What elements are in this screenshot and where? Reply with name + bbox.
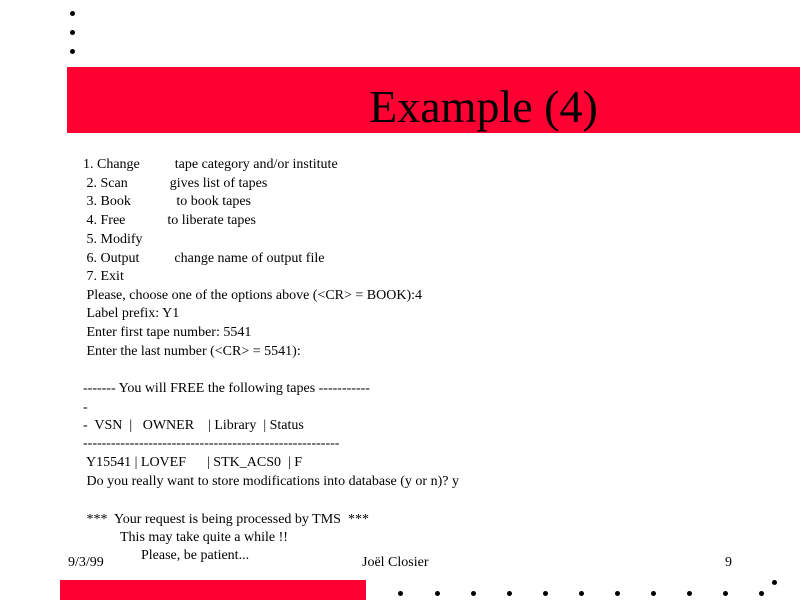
body-line: Label prefix: Y1 [83, 306, 180, 321]
body-line: 5. Modify [83, 232, 143, 247]
decorative-dot [579, 591, 584, 596]
decorative-dot [471, 591, 476, 596]
body-line: 3. Book to book tapes [83, 194, 251, 209]
body-line: 4. Free to liberate tapes [83, 213, 257, 228]
body-line: 2. Scan gives list of tapes [83, 176, 268, 191]
table-line: Do you really want to store modifications into database (y or n)? y [83, 474, 459, 489]
body-line: Please, choose one of the options above (<CR> = BOOK):4 [83, 288, 423, 303]
bottom-accent-bar [60, 580, 366, 600]
body-line: 1. Change tape category and/or institute [83, 157, 338, 172]
table-line: Y15541 | LOVEF | STK_ACS0 | F [83, 455, 303, 470]
decorative-dot [70, 49, 75, 54]
decorative-dot [543, 591, 548, 596]
decorative-dot [723, 591, 728, 596]
decorative-dot [615, 591, 620, 596]
processing-line: Please, be patient... [141, 548, 250, 563]
decorative-dot [687, 591, 692, 596]
title-bar [67, 67, 800, 133]
body-line: 7. Exit [83, 269, 124, 284]
decorative-dot [651, 591, 656, 596]
table-line: - [83, 400, 88, 415]
decorative-dot [70, 11, 75, 16]
processing-line: This may take quite a while !! [120, 530, 288, 545]
decorative-dot [507, 591, 512, 596]
decorative-dot [772, 580, 777, 585]
table-line: - VSN | OWNER | Library | Status [83, 418, 304, 433]
footer-author: Joël Closier [362, 555, 429, 570]
slide-title: Example (4) [369, 81, 598, 132]
body-line: Enter first tape number: 5541 [83, 325, 252, 340]
decorative-dot [398, 591, 403, 596]
footer-date: 9/3/99 [68, 555, 104, 570]
decorative-dot [759, 591, 764, 596]
table-line: ------------------------------------------------------- [83, 436, 340, 451]
body-line: Enter the last number (<CR> = 5541): [83, 344, 301, 359]
table-line: ------- You will FREE the following tapes ----------- [83, 381, 370, 396]
body-line: 6. Output change name of output file [83, 251, 325, 266]
footer-page-number: 9 [725, 555, 732, 570]
decorative-dot [435, 591, 440, 596]
processing-line: *** Your request is being processed by TMS *** [83, 512, 369, 527]
decorative-dot [70, 30, 75, 35]
